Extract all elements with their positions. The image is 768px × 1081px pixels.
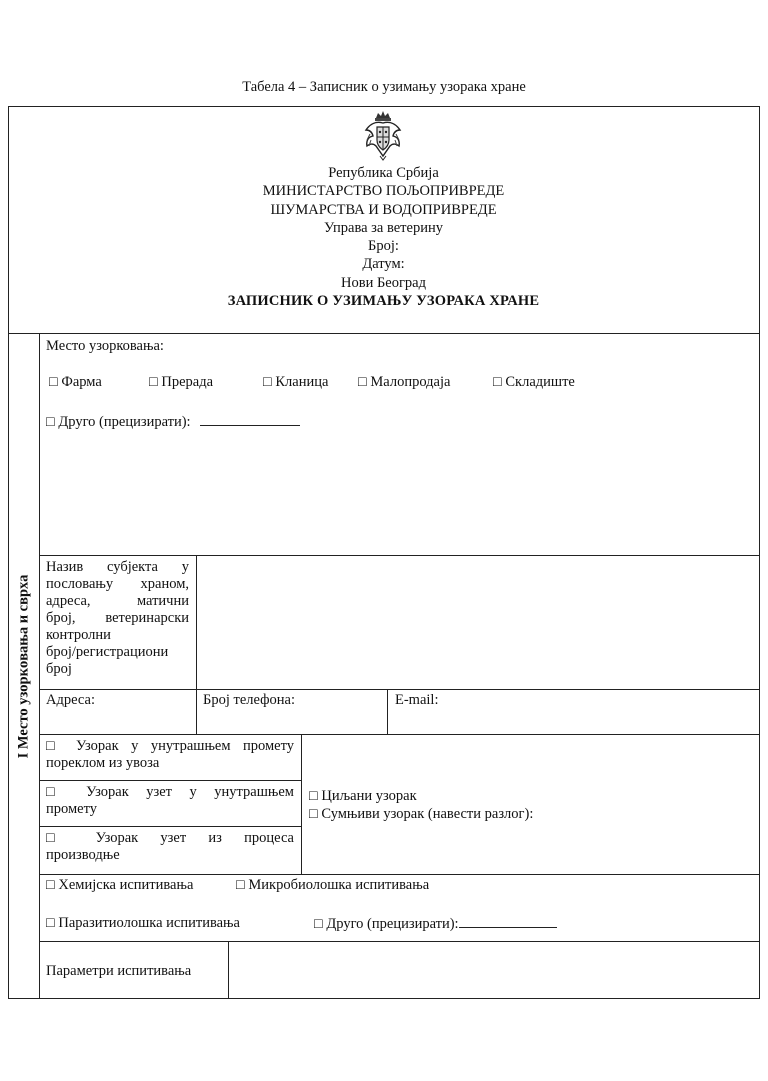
internal-sample-line: □ Узорак узет у унутрашњем xyxy=(46,784,294,800)
ministry-name-cont: ШУМАРСТВА И ВОДОПРИВРЕДЕ xyxy=(270,201,497,218)
entity-label xyxy=(46,559,189,678)
ministry-name: МИНИСТАРСТВО ПОЉОПРИВРЕДЕ xyxy=(262,183,505,200)
other-test-row xyxy=(314,915,557,933)
phone-label: Број телефона: xyxy=(203,692,295,708)
header-block xyxy=(8,164,759,310)
document-title: ЗАПИСНИК О УЗИМАЊУ УЗОРАКА ХРАНЕ xyxy=(227,293,540,310)
row-divider xyxy=(39,874,760,875)
other-place-field[interactable] xyxy=(200,413,300,426)
table-top-border xyxy=(8,106,760,107)
option-warehouse-checkbox[interactable]: □ Складиште xyxy=(493,374,575,390)
internal-sample-checkbox[interactable] xyxy=(46,784,294,818)
parameters-value-field[interactable] xyxy=(229,942,759,998)
country-name: Република Србија xyxy=(328,165,439,181)
date-label: Датум: xyxy=(362,256,405,273)
chemical-test-checkbox[interactable]: □ Хемијска испитивања xyxy=(46,877,194,893)
table-bottom-border xyxy=(8,998,760,999)
section-label-cell xyxy=(8,334,39,999)
import-sample-checkbox[interactable] xyxy=(46,738,294,772)
option-retail-checkbox[interactable]: □ Малопродаја xyxy=(358,374,451,390)
entity-label-line: број/регистрациони xyxy=(46,644,169,660)
production-sample-line: □ Узорак узет из процеса xyxy=(46,830,294,846)
internal-sample-line: промету xyxy=(46,801,97,817)
targeted-sample-checkbox[interactable]: □ Циљани узорак xyxy=(309,788,417,804)
table-right-border xyxy=(759,106,760,999)
microbiology-test-checkbox[interactable]: □ Микробиолошка испитивања xyxy=(236,877,430,893)
parameters-label: Параметри испитивања xyxy=(46,963,192,979)
row-divider xyxy=(39,826,301,827)
entity-value-field[interactable] xyxy=(197,556,759,689)
table-caption: Табела 4 – Записник о узимању узорака хране xyxy=(242,79,526,95)
entity-label-line: Назив субјекта у xyxy=(46,559,189,575)
entity-label-line: адреса, матични xyxy=(46,593,189,609)
option-other-checkbox[interactable]: □ Друго (прецизирати): xyxy=(46,414,191,430)
parasitology-test-checkbox[interactable]: □ Паразитиолошка испитивања xyxy=(46,915,240,931)
production-sample-line: производње xyxy=(46,847,120,863)
option-other-row xyxy=(46,413,300,431)
entity-label-line: контролни xyxy=(46,627,111,643)
col-divider xyxy=(301,734,302,874)
number-label: Број: xyxy=(368,238,399,255)
other-test-field[interactable] xyxy=(459,915,557,928)
option-processing-checkbox[interactable]: □ Прерада xyxy=(149,374,214,390)
section-label: I Место узоркoвања и сврха xyxy=(15,574,32,759)
row-divider xyxy=(39,780,301,781)
header-bottom-border xyxy=(8,333,760,334)
option-slaughterhouse-checkbox[interactable]: □ Кланица xyxy=(263,374,329,390)
import-sample-line: □ Узорак у унутрашњем промету xyxy=(46,738,294,754)
row-divider xyxy=(39,734,760,735)
other-test-checkbox[interactable]: □ Друго (прецизирати): xyxy=(314,916,459,932)
import-sample-line: пореклом из увоза xyxy=(46,755,160,771)
col-divider xyxy=(196,689,197,734)
row-divider xyxy=(39,689,760,690)
entity-label-line: број xyxy=(46,661,72,677)
entity-label-line: пословању храном, xyxy=(46,576,189,592)
city-name: Нови Београд xyxy=(341,274,426,291)
coat-of-arms-icon xyxy=(362,110,404,162)
suspect-sample-checkbox[interactable]: □ Сумњиви узорак (навести разлог): xyxy=(309,806,534,822)
col-divider xyxy=(387,689,388,734)
section-column-border xyxy=(39,333,40,999)
directorate-name: Управа за ветерину xyxy=(324,219,443,236)
option-farm-checkbox[interactable]: □ Фарма xyxy=(49,374,102,390)
entity-label-line: број, ветеринарски xyxy=(46,610,189,626)
sampling-place-label: Место узорковања: xyxy=(46,338,164,354)
production-sample-checkbox[interactable] xyxy=(46,830,294,864)
address-label: Адреса: xyxy=(46,692,95,708)
email-label: E-mail: xyxy=(395,692,439,708)
